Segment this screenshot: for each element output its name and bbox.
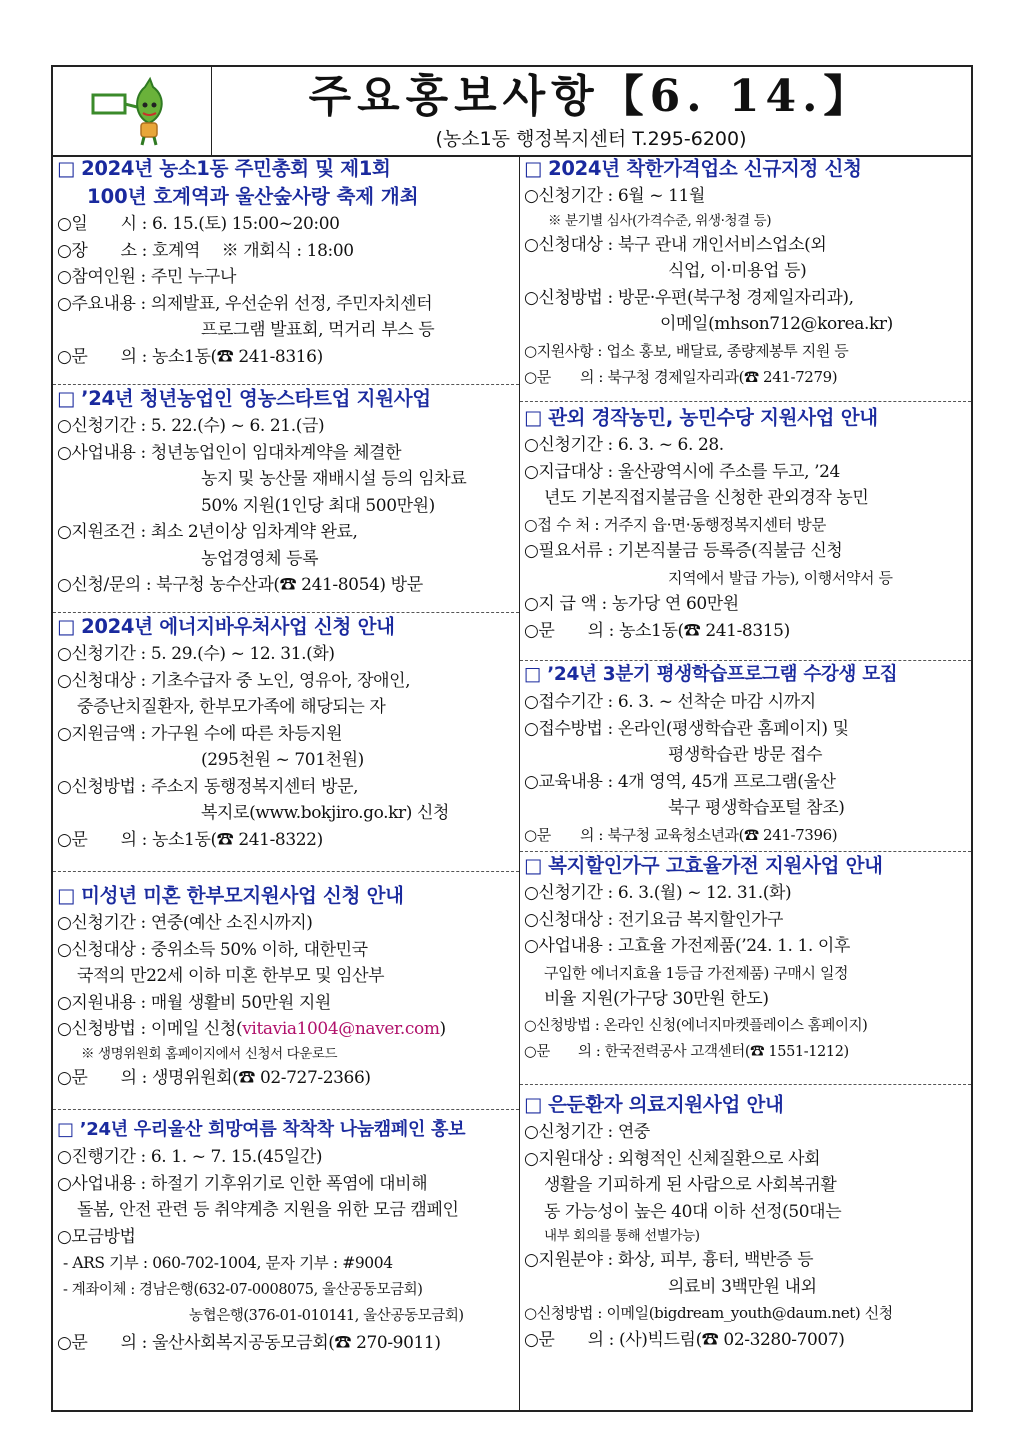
info-row: ○신청방법 : 온라인 신청(에너지마켓플레이스 홈페이지) — [524, 1017, 868, 1034]
info-row: ○참여인원 : 주민 누구나 — [57, 267, 236, 287]
info-row: 생활을 기피하게 된 사람으로 사회복귀활 — [544, 1175, 837, 1195]
info-row: 프로그램 발표회, 먹거리 부스 등 — [201, 320, 435, 340]
info-row: ○문 의 : 북구청 경제일자리과(☎ 241-7279) — [524, 368, 838, 386]
section-energy-voucher — [53, 613, 519, 872]
info-row: ○주요내용 : 의제발표, 우선순위 선정, 주민자치센터 — [57, 293, 433, 314]
info-row: ○문 의 : 농소1동(☎ 241-8316) — [57, 346, 323, 367]
info-row: ○신청대상 : 북구 관내 개인서비스업소(외 — [524, 234, 827, 255]
info-row: ○접수방법 : 온라인(평생학습관 홈페이지) 및 — [524, 718, 849, 739]
section-title — [520, 1091, 971, 1119]
info-row: ○신청기간 : 연중(예산 소진시까지) — [57, 913, 313, 933]
info-row: ○신청/문의 : 북구청 농수산과(☎ 241-8054) 방문 — [57, 575, 423, 595]
section-title — [53, 613, 519, 641]
info-row: ○지원분야 : 화상, 피부, 흉터, 백반증 등 — [524, 1250, 814, 1270]
info-row: 국적의 만22세 이하 미혼 한부모 및 임산부 — [77, 966, 385, 986]
info-row: ○문 의 : (사)빅드림(☎ 02-3280-7007) — [524, 1329, 845, 1350]
info-row: ○신청기간 : 연중 — [524, 1122, 650, 1142]
section-efficient-appliance — [520, 852, 971, 1085]
info-row: ○지원사항 : 업소 홍보, 배달료, 종량제봉투 지원 등 — [524, 341, 849, 360]
info-row: ○접수기간 : 6. 3. ~ 선착순 마감 시까지 — [524, 692, 816, 712]
info-row: (295천원 ~ 701천원) — [201, 750, 364, 770]
section-title — [53, 385, 519, 413]
checkbox-icon: □ — [57, 387, 76, 410]
section-resident-assembly — [53, 155, 519, 385]
section-lifelong-learning — [520, 661, 971, 852]
email-link[interactable]: vitavia1004@naver.com — [242, 1019, 440, 1039]
info-row: ○문 의 : 북구청 교육청소년과(☎ 241-7396) — [524, 825, 838, 844]
section-title — [520, 155, 971, 183]
section-title — [53, 1116, 519, 1144]
mascot-logo-icon — [53, 67, 211, 155]
info-row: ○사업내용 : 고효율 가전제품(’24. 1. 1. 이후 — [524, 936, 850, 956]
info-row: 지역에서 발급 가능), 이행서약서 등 — [668, 568, 893, 587]
info-row: ○모금방법 — [57, 1226, 136, 1247]
info-row: ○지원대상 : 외형적인 신체질환으로 사회 — [524, 1148, 821, 1169]
info-row: 이메일(mhson712@korea.kr) — [660, 314, 893, 334]
info-row: ○필요서류 : 기본직불금 등록증(직불금 신청 — [524, 541, 843, 561]
info-row: 구입한 에너지효율 1등급 가전제품) 구매시 일정 — [544, 963, 849, 982]
left-column — [53, 155, 520, 1410]
info-row: ○장 소 : 호계역 ※ 개회식 : 18:00 — [57, 240, 354, 261]
checkbox-icon: □ — [524, 854, 543, 877]
info-row: ○문 의 : 생명위원회(☎ 02-727-2366) — [57, 1067, 371, 1088]
checkbox-icon: □ — [524, 1093, 543, 1116]
info-row: ○신청기간 : 5. 22.(수) ~ 6. 21.(금) — [57, 416, 325, 436]
info-row: ○사업내용 : 청년농업인이 임대차계약을 체결한 — [57, 442, 402, 463]
checkbox-icon: □ — [57, 1119, 74, 1140]
section-title — [520, 852, 971, 880]
info-row: 의료비 3백만원 내외 — [668, 1276, 817, 1297]
info-row: ○일 시 : 6. 15.(토) 15:00~20:00 — [57, 214, 340, 234]
info-row: - 계좌이체 : 경남은행(632-07-0008075, 울산공동모금회) — [63, 1281, 423, 1298]
section-summer-campaign — [53, 1110, 519, 1410]
info-row: 50% 지원(1인당 최대 500만원) — [201, 495, 435, 516]
section-title-text: 관외 경작농민, 농민수당 지원사업 안내 — [548, 406, 878, 429]
section-single-parent — [53, 872, 519, 1110]
bulletin-frame — [51, 65, 973, 1412]
info-row: ○신청대상 : 기초수급자 중 노인, 영유아, 장애인, — [57, 670, 411, 691]
section-reclusive-patient — [520, 1085, 971, 1410]
info-row: ○지원내용 : 매월 생활비 50만원 지원 — [57, 992, 331, 1013]
section-good-price-store — [520, 155, 971, 402]
section-title-text: 은둔환자 의료지원사업 안내 — [548, 1093, 784, 1116]
info-row: ○접 수 처 : 거주지 읍·면·동행정복지센터 방문 — [524, 515, 826, 534]
header — [53, 67, 971, 157]
section-title — [520, 661, 971, 689]
info-row: ○지원조건 : 최소 2년이상 임차계약 완료, — [57, 522, 358, 542]
info-text: ○신청방법 : 이메일 신청( — [57, 1019, 243, 1039]
section-title — [53, 155, 519, 183]
info-row: 내부 회의를 통해 선별가능) — [544, 1228, 700, 1244]
section-title-line1: 2024년 농소1동 주민총회 및 제1회 — [81, 157, 391, 180]
page-subtitle: (농소1동 행정복지센터 T.295-6200) — [435, 128, 747, 150]
checkbox-icon: □ — [524, 664, 542, 685]
info-row: 농협은행(376-01-010141, 울산공동모금회) — [189, 1308, 464, 1324]
info-row: ○문 의 : 한국전력공사 고객센터(☎ 1551-1212) — [524, 1044, 849, 1060]
section-title-text: ’24년 우리울산 희망여름 착착착 나눔캠페인 홍보 — [79, 1119, 466, 1140]
info-row: ○신청대상 : 전기요금 복지할인가구 — [524, 909, 784, 930]
info-note: ※ 분기별 심사(가격수준, 위생·청결 등) — [548, 212, 772, 229]
info-row: ○신청대상 : 중위소득 50% 이하, 대한민국 — [57, 939, 368, 960]
logo-cell — [53, 67, 212, 155]
section-title-text: 2024년 착한가격업소 신규지정 신청 — [548, 157, 862, 180]
section-title-text: ’24년 청년농업인 영농스타트업 지원사업 — [81, 387, 431, 410]
info-row: 중증난치질환자, 한부모가족에 해당되는 자 — [77, 697, 386, 717]
info-row: ○문 의 : 농소1동(☎ 241-8315) — [524, 620, 790, 641]
info-row: 농업경영체 등록 — [201, 548, 319, 569]
info-row: ○교육내용 : 4개 영역, 45개 프로그램(울산 — [524, 771, 836, 792]
checkbox-icon: □ — [57, 884, 76, 907]
checkbox-icon: □ — [57, 157, 76, 180]
info-row: 식업, 이·미용업 등) — [668, 261, 807, 281]
info-row: ○신청기간 : 6월 ~ 11월 — [524, 186, 706, 206]
section-farmer-allowance — [520, 402, 971, 661]
info-row: 비율 지원(가구당 30만원 한도) — [544, 989, 769, 1009]
info-row: 농지 및 농산물 재배시설 등의 임차료 — [201, 469, 467, 489]
section-title-text: 복지할인가구 고효율가전 지원사업 안내 — [548, 854, 883, 877]
info-row: ○문 의 : 울산사회복지공동모금회(☎ 270-9011) — [57, 1332, 441, 1353]
info-row: ○신청방법 : 방문·우편(북구청 경제일자리과), — [524, 287, 854, 308]
section-title — [53, 882, 519, 910]
info-row: ○진행기간 : 6. 1. ~ 7. 15.(45일간) — [57, 1147, 323, 1167]
section-title-text: 미성년 미혼 한부모지원사업 신청 안내 — [81, 884, 404, 907]
info-row: ○문 의 : 농소1동(☎ 241-8322) — [57, 829, 323, 850]
info-row: 평생학습관 방문 접수 — [668, 745, 823, 765]
info-row: - ARS 기부 : 060-702-1004, 문자 기부 : #9004 — [63, 1254, 393, 1272]
info-row: 북구 평생학습포털 참조) — [668, 798, 845, 818]
info-row: ○신청방법 : 주소지 동행정복지센터 방문, — [57, 776, 359, 797]
info-row: 동 가능성이 높은 40대 이하 선정(50대는 — [544, 1201, 842, 1222]
checkbox-icon: □ — [524, 406, 543, 429]
info-row: ○지급대상 : 울산광역시에 주소를 두고, ’24 — [524, 461, 840, 482]
checkbox-icon: □ — [57, 615, 76, 638]
section-title — [520, 404, 971, 432]
info-row: 돌봄, 안전 관련 등 취약계층 지원을 위한 모금 캠페인 — [77, 1200, 459, 1220]
info-row: ○신청기간 : 6. 3.(월) ~ 12. 31.(화) — [524, 883, 792, 903]
section-youth-farmer — [53, 385, 519, 613]
info-row — [53, 1016, 519, 1043]
info-note: ※ 생명위원회 홈페이지에서 신청서 다운로드 — [81, 1045, 338, 1062]
info-row: ○신청기간 : 6. 3. ~ 6. 28. — [524, 435, 724, 455]
info-row: 복지로(www.bokjiro.go.kr) 신청 — [201, 803, 450, 823]
info-text: ) — [439, 1019, 446, 1039]
section-title-text: 2024년 에너지바우처사업 신청 안내 — [81, 615, 395, 638]
info-row: ○지원금액 : 가구원 수에 따른 차등지원 — [57, 723, 343, 744]
section-title-line2: 100년 호계역과 울산숲사랑 축제 개최 — [87, 185, 419, 208]
page-title: 주요홍보사항【6. 14.】 — [308, 71, 874, 122]
info-row: ○사업내용 : 하절기 기후위기로 인한 폭염에 대비해 — [57, 1173, 428, 1194]
section-title-text: ’24년 3분기 평생학습프로그램 수강생 모집 — [547, 664, 898, 685]
info-row: ○신청방법 : 이메일(bigdream_youth@daum.net) 신청 — [524, 1304, 893, 1322]
info-row: 년도 기본직접지불금을 신청한 관외경작 농민 — [544, 488, 869, 508]
info-row: ○지 급 액 : 농가당 연 60만원 — [524, 594, 739, 614]
checkbox-icon: □ — [524, 157, 543, 180]
info-row: ○신청기간 : 5. 29.(수) ~ 12. 31.(화) — [57, 644, 335, 664]
